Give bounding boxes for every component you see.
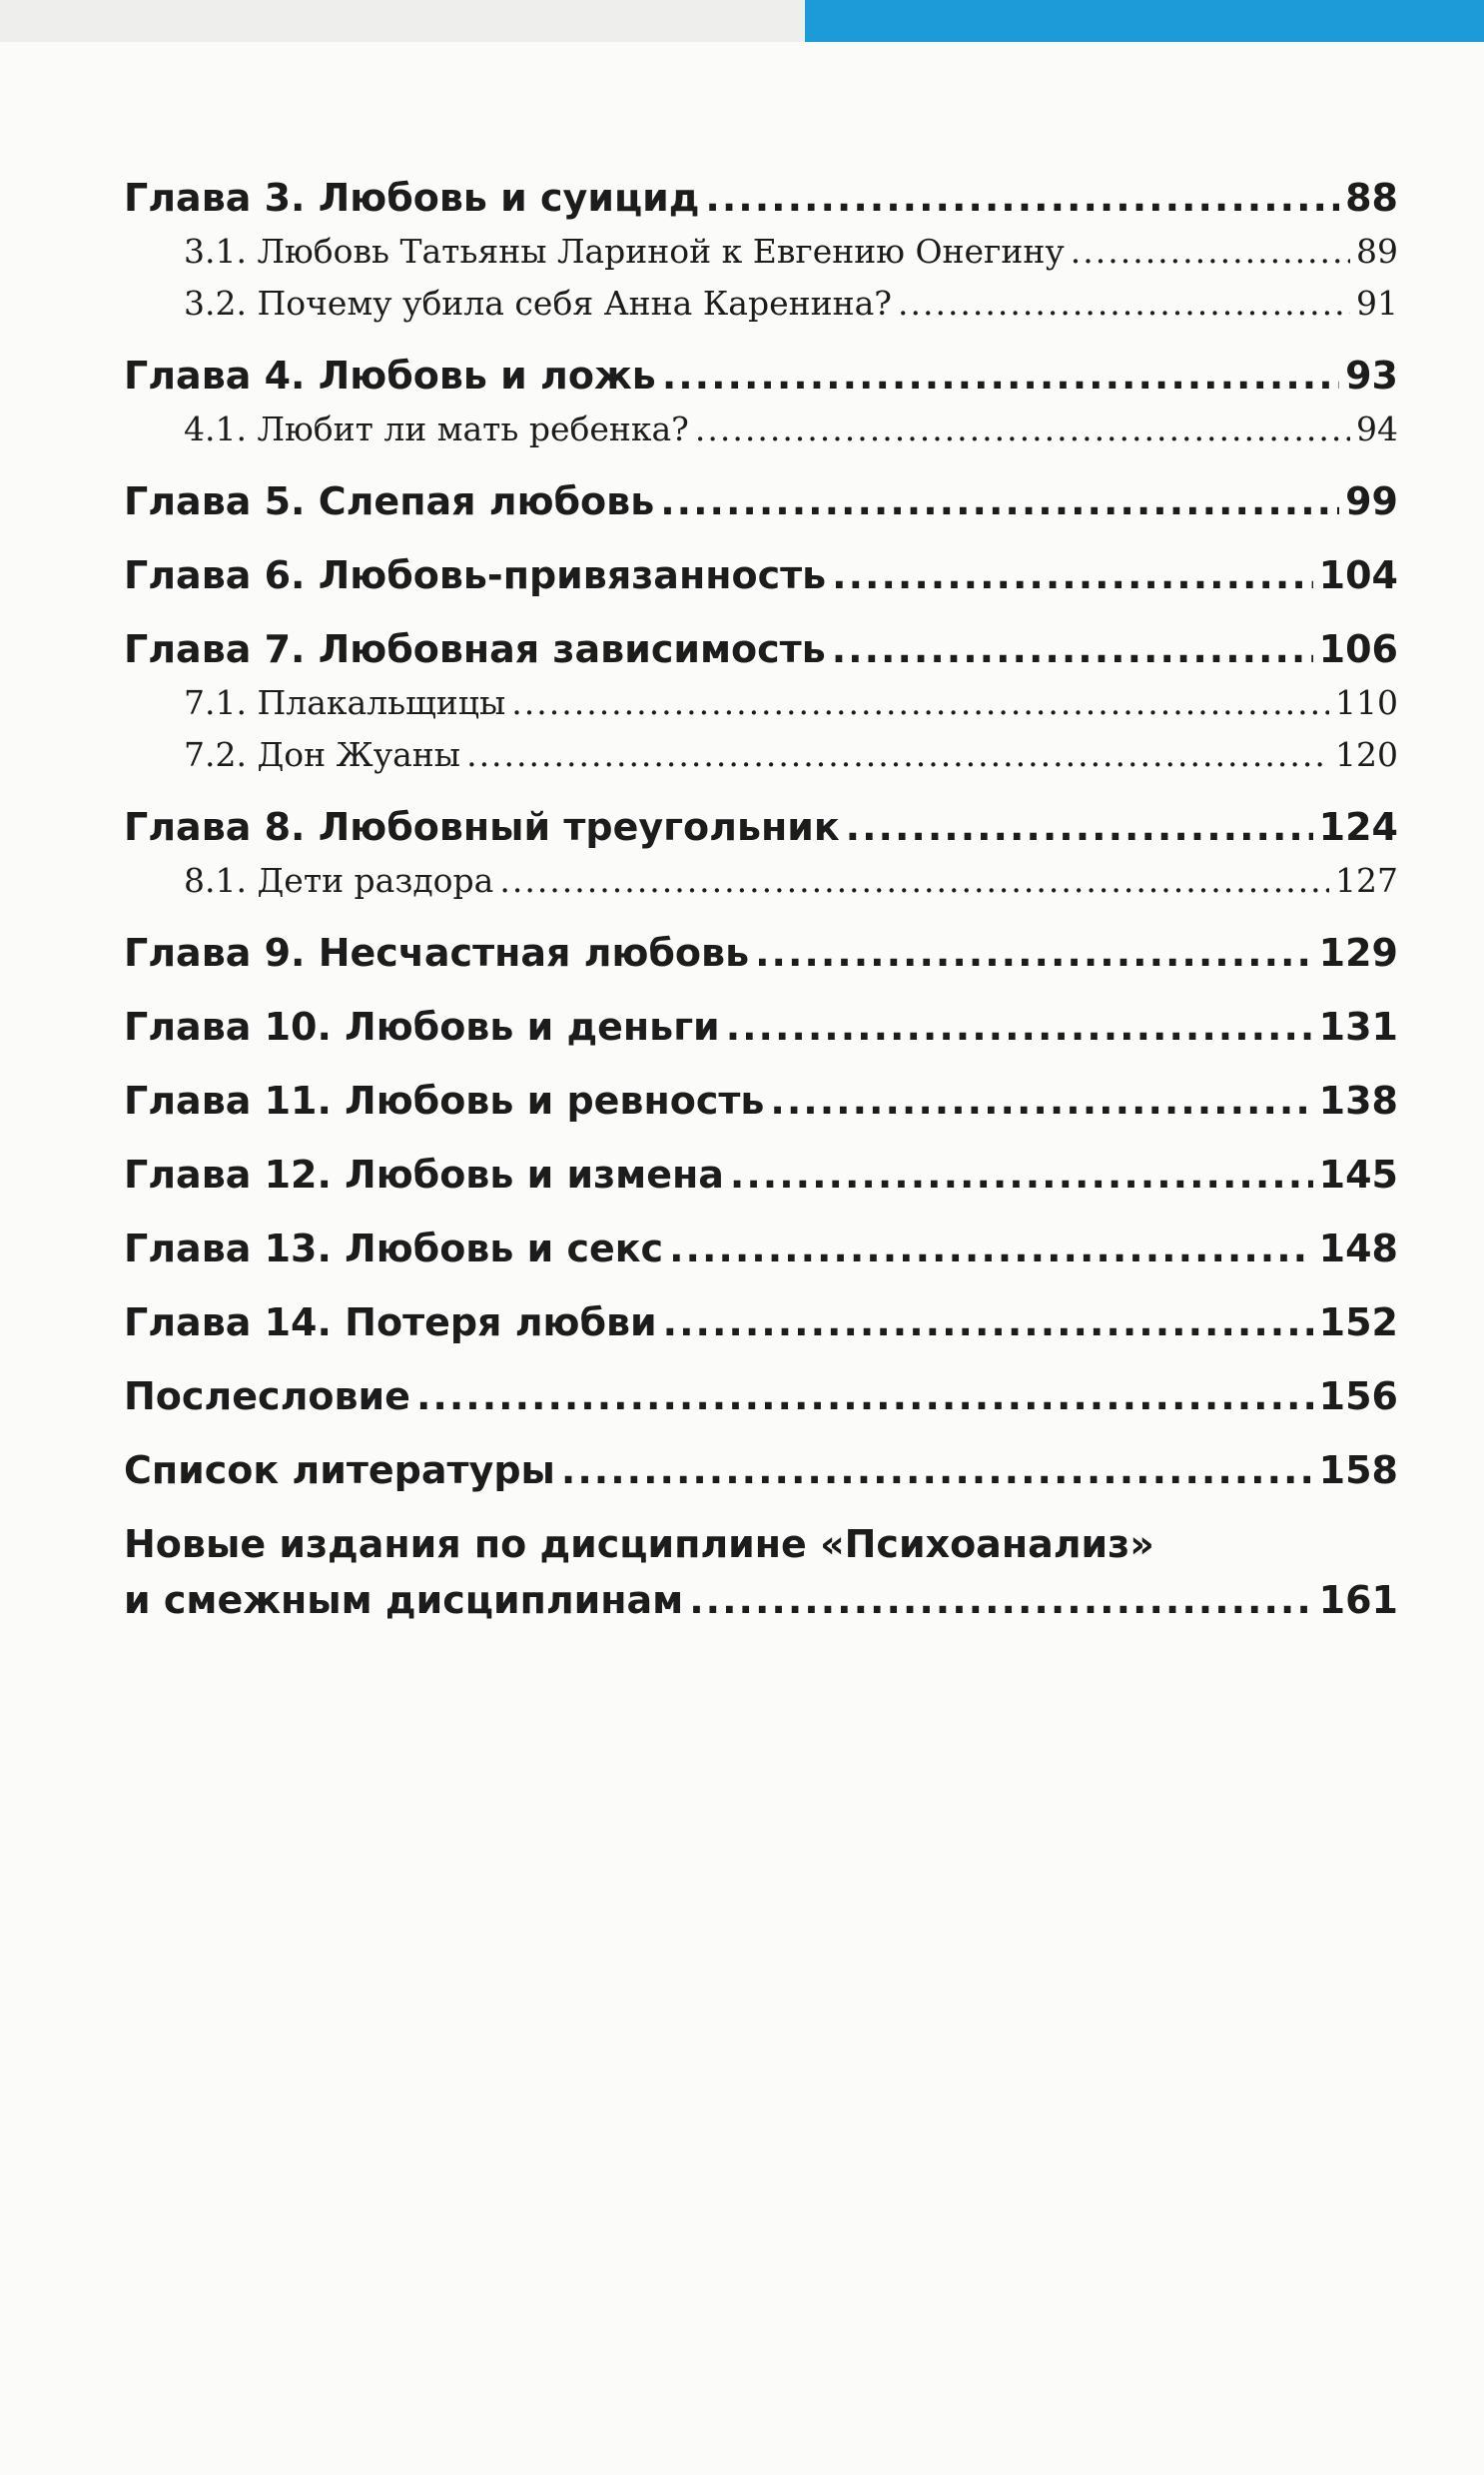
toc-entry-page: 110 bbox=[1335, 683, 1398, 722]
toc-entry bbox=[124, 1442, 1398, 1498]
toc-entry-title: Глава 6. Любовь-привязанность bbox=[124, 553, 827, 597]
toc-entry bbox=[124, 1147, 1398, 1203]
toc-leader-dots bbox=[416, 1368, 1313, 1424]
toc-subentry bbox=[124, 855, 1398, 907]
toc-leader-dots bbox=[561, 1442, 1313, 1498]
toc-leader-dots bbox=[730, 1147, 1313, 1203]
toc-entry-page: 88 bbox=[1345, 176, 1398, 220]
toc-entry-page: 104 bbox=[1318, 553, 1398, 597]
toc-entry bbox=[124, 799, 1398, 855]
toc-leader-dots bbox=[689, 1572, 1312, 1628]
toc-entry-title: Список литературы bbox=[124, 1448, 555, 1492]
toc-leader-dots bbox=[660, 473, 1339, 529]
toc-entry-title: Глава 14. Потеря любви bbox=[124, 1300, 657, 1344]
toc-entry bbox=[124, 170, 1398, 226]
toc-entry-title: Глава 7. Любовная зависимость bbox=[124, 627, 826, 671]
toc-entry bbox=[124, 1294, 1398, 1350]
toc-entry-title: Глава 12. Любовь и измена bbox=[124, 1153, 724, 1197]
toc-leader-dots bbox=[705, 170, 1339, 226]
toc-entry-title: 3.1. Любовь Татьяны Лариной к Евгению Онегину bbox=[184, 232, 1065, 271]
toc-entry-title: 4.1. Любит ли мать ребенка? bbox=[184, 410, 689, 448]
toc-entry-page: 106 bbox=[1318, 627, 1398, 671]
toc-entry-page: 127 bbox=[1335, 861, 1398, 900]
toc-leader-dots bbox=[726, 999, 1313, 1055]
toc-entry-page: 91 bbox=[1356, 284, 1398, 323]
toc-leader-dots bbox=[1071, 226, 1350, 278]
toc-entry-page: 129 bbox=[1318, 931, 1398, 975]
toc-entry bbox=[124, 1368, 1398, 1424]
toc-leader-dots bbox=[770, 1073, 1312, 1129]
toc-entry-page: 156 bbox=[1318, 1374, 1398, 1418]
toc-entry-title: Глава 9. Несчастная любовь bbox=[124, 931, 750, 975]
toc-entry bbox=[124, 348, 1398, 404]
toc-entry-page: 94 bbox=[1356, 410, 1398, 448]
toc-entry-title: 8.1. Дети раздора bbox=[184, 861, 494, 900]
toc-entry bbox=[124, 925, 1398, 981]
toc-entry bbox=[124, 621, 1398, 677]
toc-entry-page: 131 bbox=[1318, 1005, 1398, 1049]
toc-subentry bbox=[124, 677, 1398, 729]
toc-leader-dots bbox=[846, 799, 1313, 855]
toc-entry-page: 89 bbox=[1356, 232, 1398, 271]
toc-subentry bbox=[124, 404, 1398, 455]
toc-entry bbox=[124, 999, 1398, 1055]
table-of-contents bbox=[124, 170, 1398, 1628]
toc-entry-title: Глава 8. Любовный треугольник bbox=[124, 805, 840, 849]
toc-entry bbox=[124, 473, 1398, 529]
toc-entry-title: Глава 10. Любовь и деньги bbox=[124, 1005, 720, 1049]
toc-entry-title: 7.1. Плакальщицы bbox=[184, 683, 506, 722]
toc-leader-dots bbox=[663, 1294, 1313, 1350]
toc-leader-dots bbox=[662, 348, 1339, 404]
toc-entry-page: 138 bbox=[1318, 1079, 1398, 1123]
toc-entry-title-line1: Новые издания по дисциплине «Психоанализ» bbox=[124, 1522, 1154, 1566]
toc-entry-title: Послесловие bbox=[124, 1374, 410, 1418]
toc-leader-dots bbox=[669, 1221, 1313, 1276]
toc-entry-title: 3.2. Почему убила себя Анна Каренина? bbox=[184, 284, 892, 323]
toc-leader-dots bbox=[898, 278, 1350, 330]
toc-entry-page: 158 bbox=[1318, 1448, 1398, 1492]
toc-entry bbox=[124, 1221, 1398, 1276]
toc-entry-title: Глава 11. Любовь и ревность bbox=[124, 1079, 765, 1123]
toc-entry bbox=[124, 1073, 1398, 1129]
toc-entry-page: 99 bbox=[1345, 479, 1398, 523]
toc-leader-dots bbox=[466, 729, 1329, 781]
toc-entry bbox=[124, 547, 1398, 603]
toc-leader-dots bbox=[832, 621, 1313, 677]
toc-entry-page: 145 bbox=[1318, 1153, 1398, 1197]
toc-entry-page: 120 bbox=[1335, 735, 1398, 774]
toc-entry bbox=[124, 1572, 1398, 1628]
toc-entry-page: 93 bbox=[1345, 354, 1398, 398]
toc-leader-dots bbox=[499, 855, 1329, 907]
toc-subentry bbox=[124, 278, 1398, 330]
toc-subentry bbox=[124, 729, 1398, 781]
toc-leader-dots bbox=[511, 677, 1329, 729]
toc-entry-page: 124 bbox=[1318, 805, 1398, 849]
toc-entry-title: Глава 3. Любовь и суицид bbox=[124, 176, 700, 220]
toc-entry-page: 161 bbox=[1318, 1578, 1398, 1622]
toc-entry-title: 7.2. Дон Жуаны bbox=[184, 735, 461, 774]
cover-accent-strip bbox=[805, 0, 1484, 42]
toc-entry-title: Глава 4. Любовь и ложь bbox=[124, 354, 656, 398]
toc-entry-page: 152 bbox=[1318, 1300, 1398, 1344]
toc-entry-page: 148 bbox=[1318, 1227, 1398, 1270]
toc-leader-dots bbox=[832, 547, 1313, 603]
toc-entry-title: и смежным дисциплинам bbox=[124, 1578, 684, 1622]
toc-leader-dots bbox=[695, 404, 1350, 455]
toc-entry-title: Глава 5. Слепая любовь bbox=[124, 479, 655, 523]
toc-leader-dots bbox=[755, 925, 1313, 981]
toc-entry-title: Глава 13. Любовь и секс bbox=[124, 1227, 664, 1270]
toc-subentry bbox=[124, 226, 1398, 278]
